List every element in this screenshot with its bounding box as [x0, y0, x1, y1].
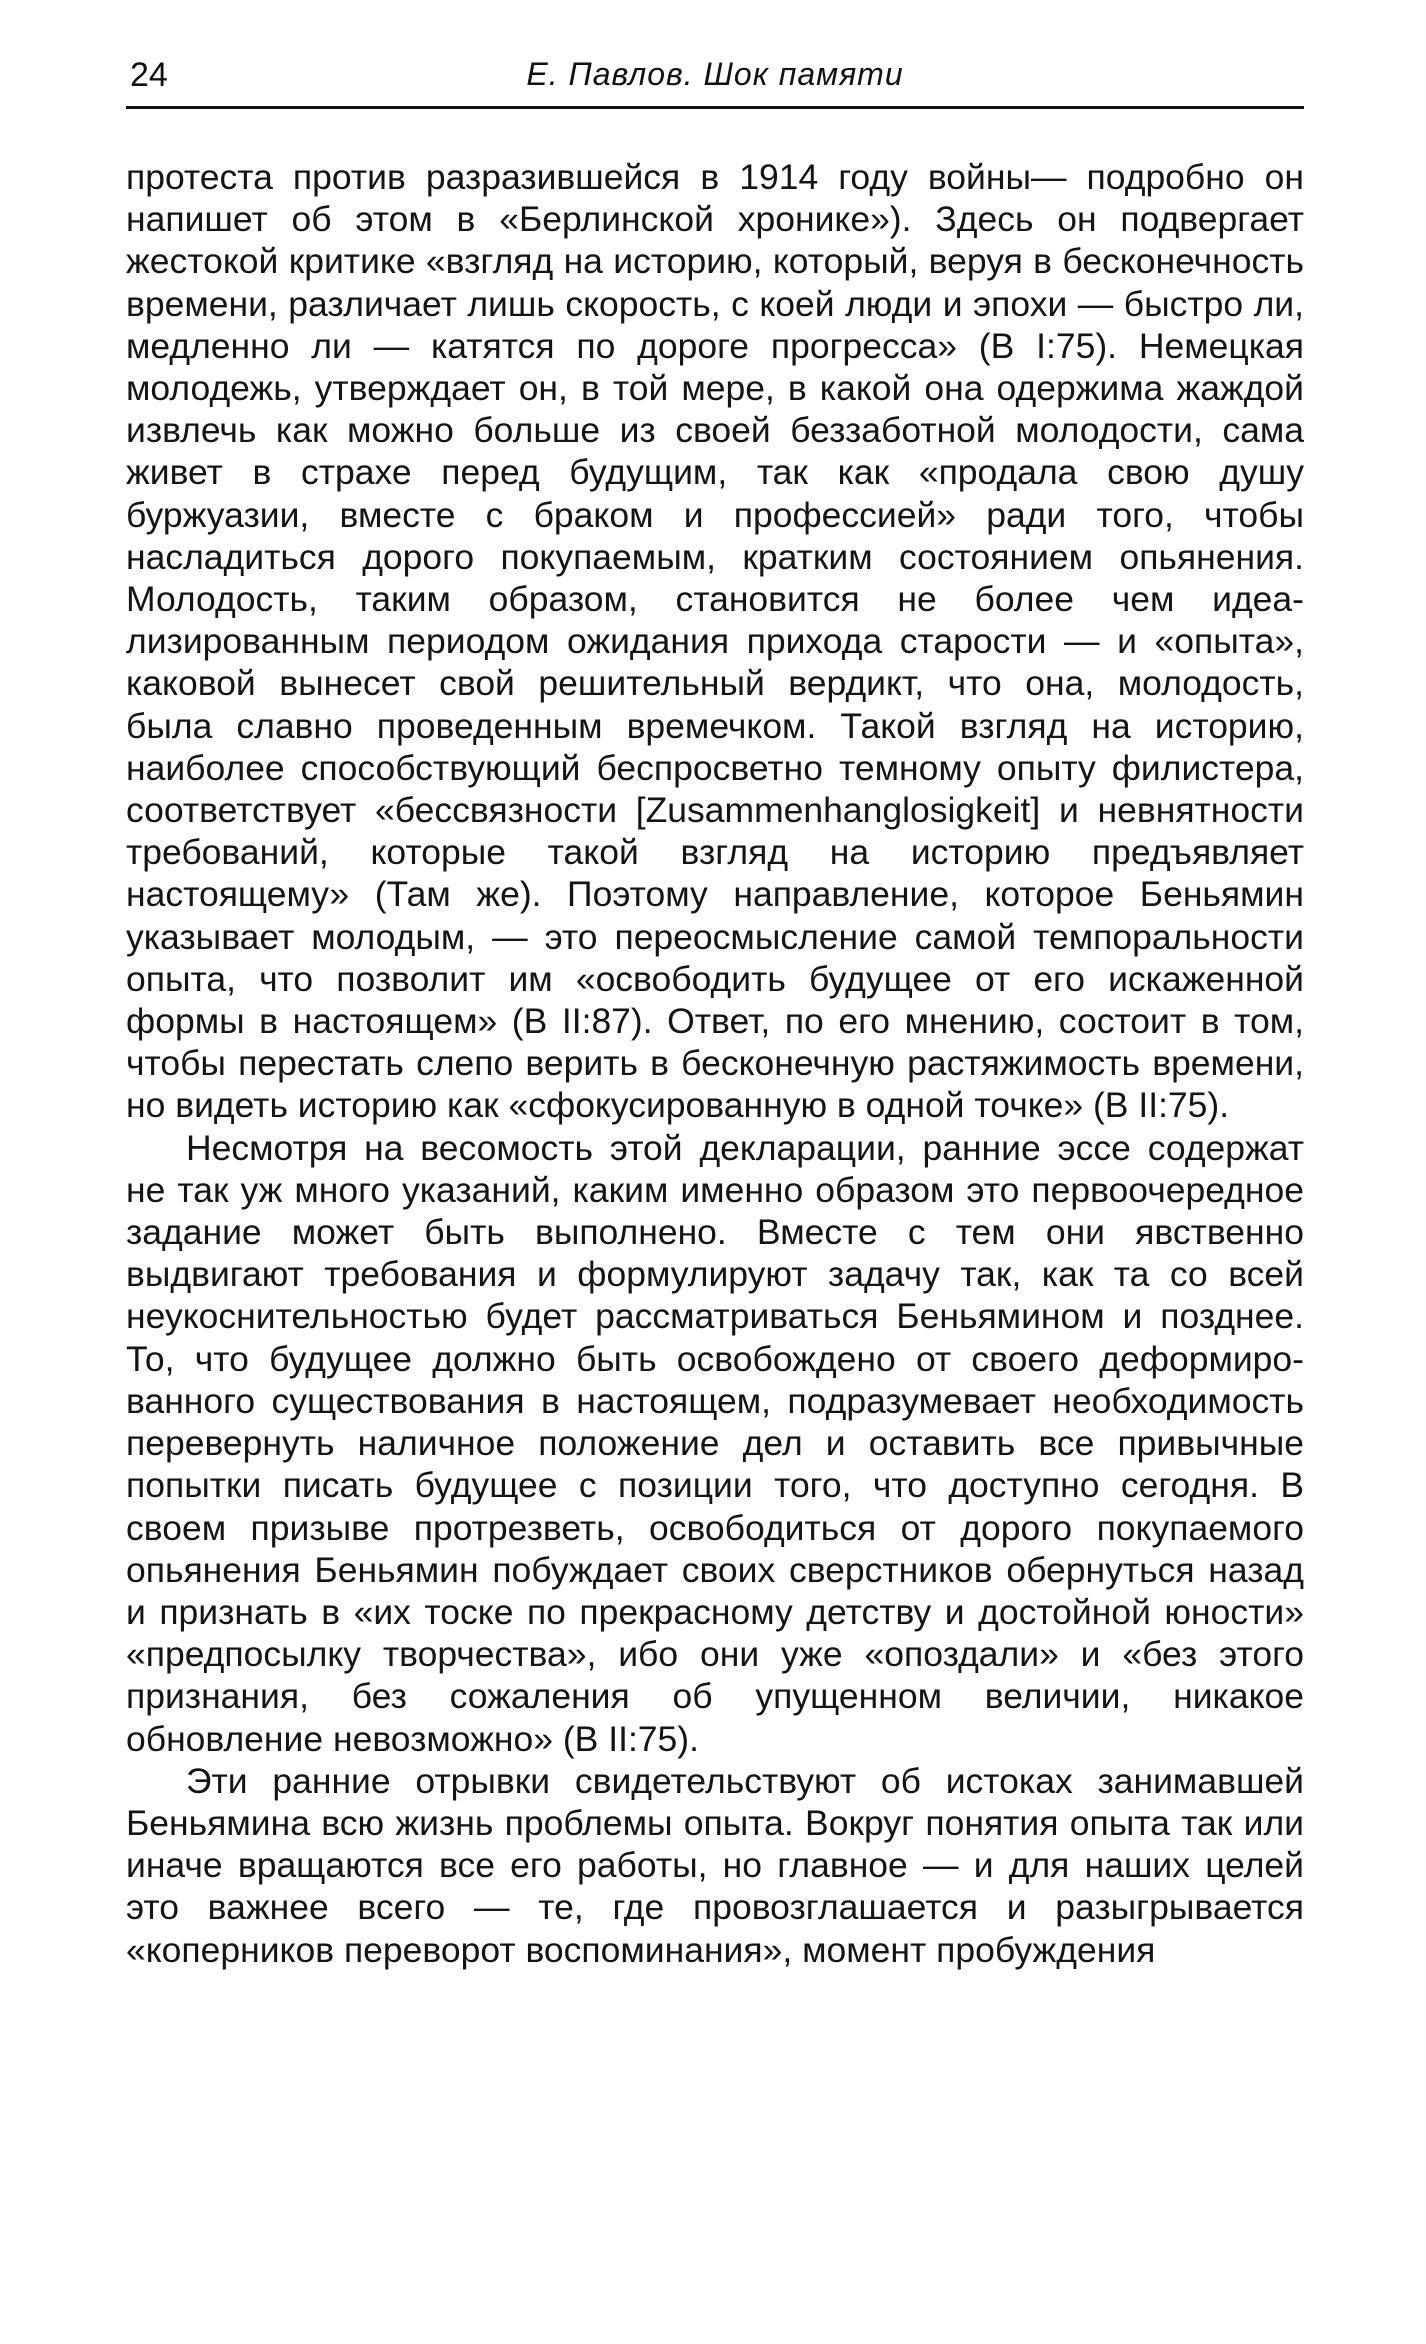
paragraph-declaration: Несмотря на весомость этой декларации, ранние эссе содержат не так уж много указаний, каким именно образом это первоочередное задание может быть выполнено. Вместе с тем они явственно выдвигают требования и формулируют задачу так, как та со всей неукоснительностью будет рассматриваться Беньямином и позднее. То, что будущее должно быть освобождено от своего деформированного существования в настоящем, подразумевает необходимость перевернуть наличное положение дел и оставить все привычные попытки писать будущее с позиции того, что доступно сегодня. В своем призыве протрезветь, освободиться от дорого покупаемого опьянения Беньямин побуждает своих сверстников обернуться назад и признать в «их тоске по прекрасному детству и достойной юности» «предпосылку творчества», ибо они уже «опоздали» и «без этого признания, без сожаления об упущенном величии, никакое обновление невозможно» (В II:75). [126, 1127, 1304, 1759]
page-number: 24 [130, 56, 168, 94]
main-text [126, 156, 1304, 1971]
paragraph-experience: Эти ранние отрывки свидетельствуют об истоках занимавшей Беньямина всю жизнь проблемы опыта. Вокруг понятия опыта так или иначе вращаются все его работы, но главное — и для наших целей это важнее всего — те, где провозглашается и разыгрывается «коперников переворот воспоминания», момент пробуждения [126, 1760, 1304, 1970]
paragraph-continuation: протеста против разразившейся в 1914 году войны— подробно он напишет об этом в «Берлинской хронике»). Здесь он подвергает жестокой критике «взгляд на историю, который, веруя в бесконечность времени, различает лишь скорость, с коей люди и эпохи — быстро ли, медленно ли — катятся по дороге прогресса» (В I:75). Немецкая молодежь, утверждает он, в той мере, в какой она одержима жаждой извлечь как можно больше из своей беззаботной молодости, сама живет в страхе перед будущим, так как «продала свою душу буржуазии, вместе с браком и профессией» ради того, чтобы насладиться дорого покупаемым, кратким состоянием опьянения. Молодость, таким образом, становится не более чем идеализированным периодом ожидания прихода старости — и «опыта», каковой вынесет свой решительный вердикт, что она, молодость, была славно проведенным времечком. Такой взгляд на историю, наиболее способствующий беспросветно темному опыту филистера, соответствует «бессвязности [Zusammenhanglosigkeit] и невнятности требований, которые такой взгляд на историю предъявляет настоящему» (Там же). Поэтому направление, которое Беньямин указывает молодым, — это переосмысление самой темпоральности опыта, что позволит им «освободить будущее от его искаженной формы в настоящем» (В II:87). Ответ, по его мнению, состоит в том, чтобы перестать слепо верить в бесконечную растяжимость времени, но видеть историю как «сфокусированную в одной точке» (В II:75). [126, 157, 1304, 1126]
running-title: Е. Павлов. Шок памяти [526, 56, 904, 92]
page-header [126, 50, 1304, 109]
